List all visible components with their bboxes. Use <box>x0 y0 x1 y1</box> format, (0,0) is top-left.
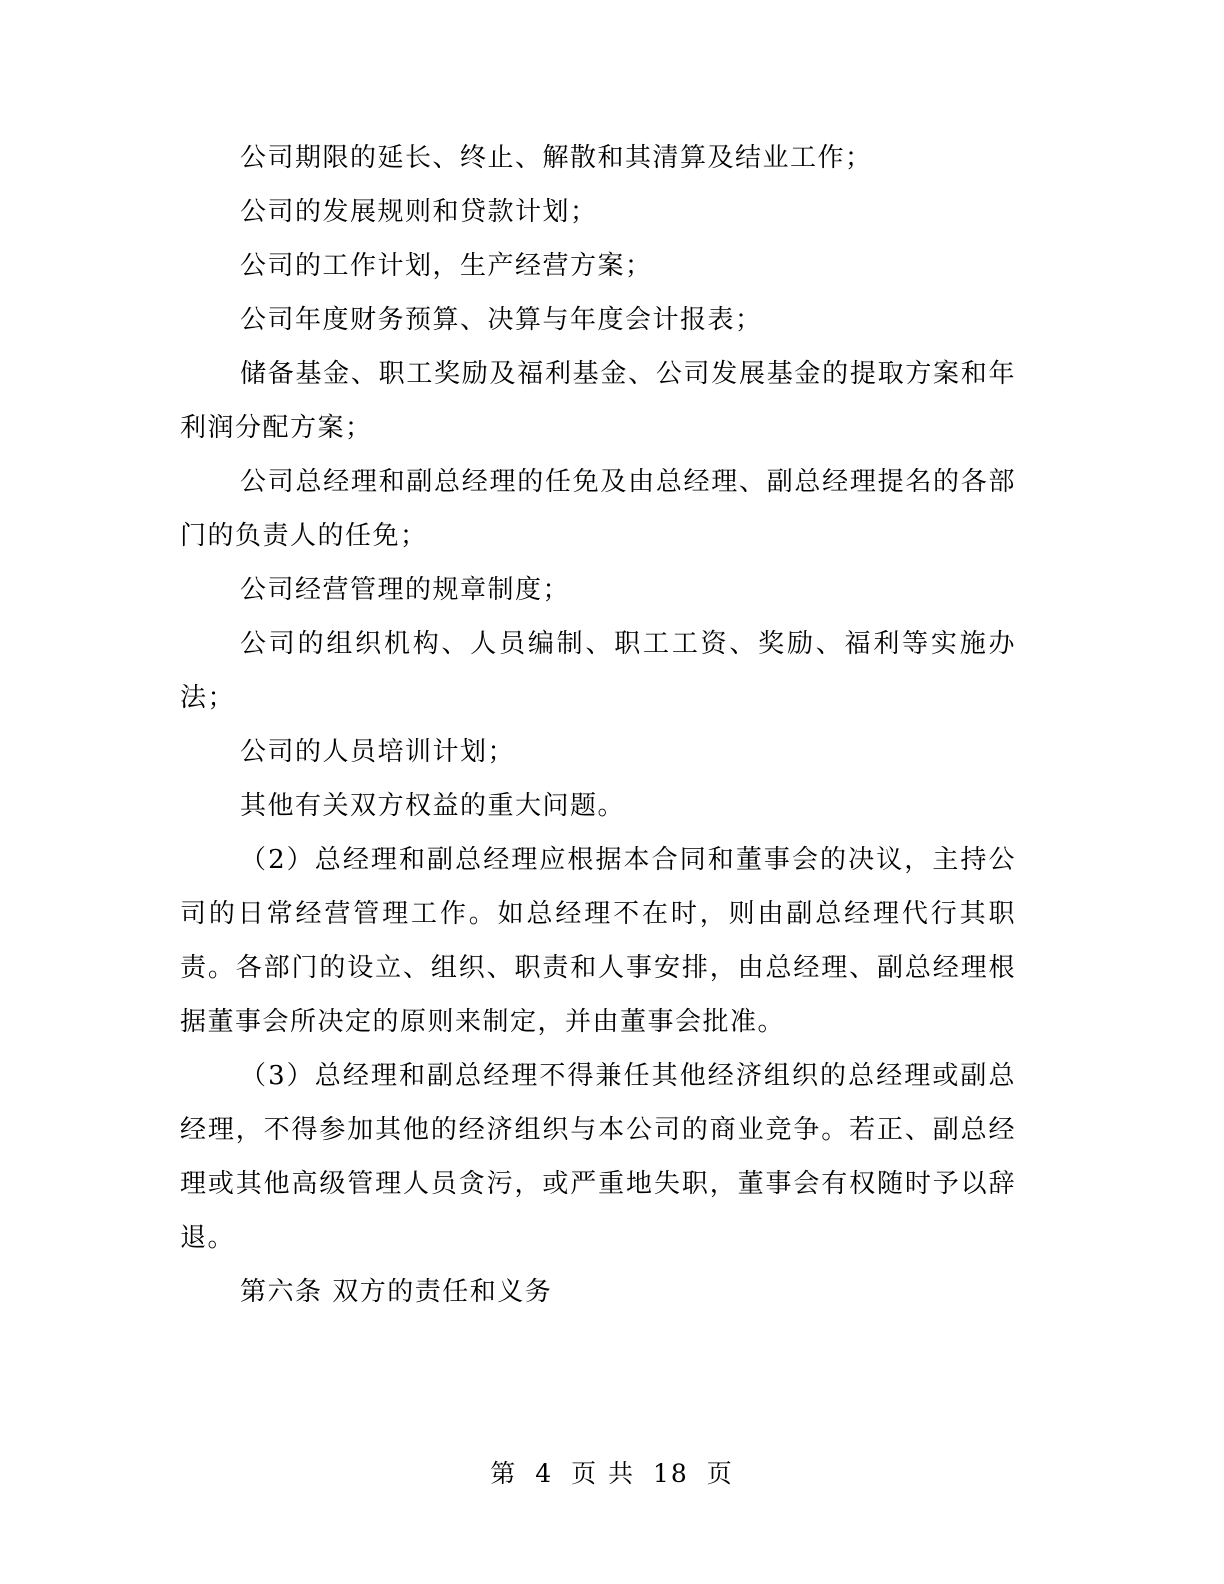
document-body <box>180 131 1016 1319</box>
paragraph: 公司的发展规则和贷款计划； <box>240 197 598 227</box>
paragraph: 公司年度财务预算、决算与年度会计报表； <box>240 305 763 335</box>
footer-middle: 页 共 <box>571 1459 636 1488</box>
footer-prefix: 第 <box>490 1459 518 1488</box>
total-pages: 18 <box>652 1459 689 1488</box>
paragraph: 公司的组织机构、人员编制、职工工资、奖励、福利等实施办法； <box>180 629 1016 713</box>
paragraph: 公司期限的延长、终止、解散和其清算及结业工作； <box>240 143 873 173</box>
section-heading: 第六条 双方的责任和义务 <box>240 1277 553 1307</box>
paragraph: 公司的工作计划，生产经营方案； <box>240 251 653 281</box>
page-number: 4 <box>535 1459 554 1488</box>
page-footer <box>0 1456 1224 1492</box>
paragraph: 公司的人员培训计划； <box>240 737 516 767</box>
paragraph: 其他有关双方权益的重大问题。 <box>240 791 626 821</box>
paragraph: 公司总经理和副总经理的任免及由总经理、副总经理提名的各部门的负责人的任免； <box>180 467 1016 551</box>
paragraph: （2）总经理和副总经理应根据本合同和董事会的决议，主持公司的日常经营管理工作。如总经理不在时，则由副总经理代行其职责。各部门的设立、组织、职责和人事安排，由总经理、副总经理根据董事会所决定的原则来制定，并由董事会批准。 <box>180 845 1016 1037</box>
paragraph: 储备基金、职工奖励及福利基金、公司发展基金的提取方案和年利润分配方案； <box>180 359 1016 443</box>
footer-suffix: 页 <box>706 1459 734 1488</box>
paragraph: （3）总经理和副总经理不得兼任其他经济组织的总经理或副总经理，不得参加其他的经济组织与本公司的商业竞争。若正、副总经理或其他高级管理人员贪污，或严重地失职，董事会有权随时予以辞退。 <box>180 1061 1016 1253</box>
paragraph: 公司经营管理的规章制度； <box>240 575 571 605</box>
